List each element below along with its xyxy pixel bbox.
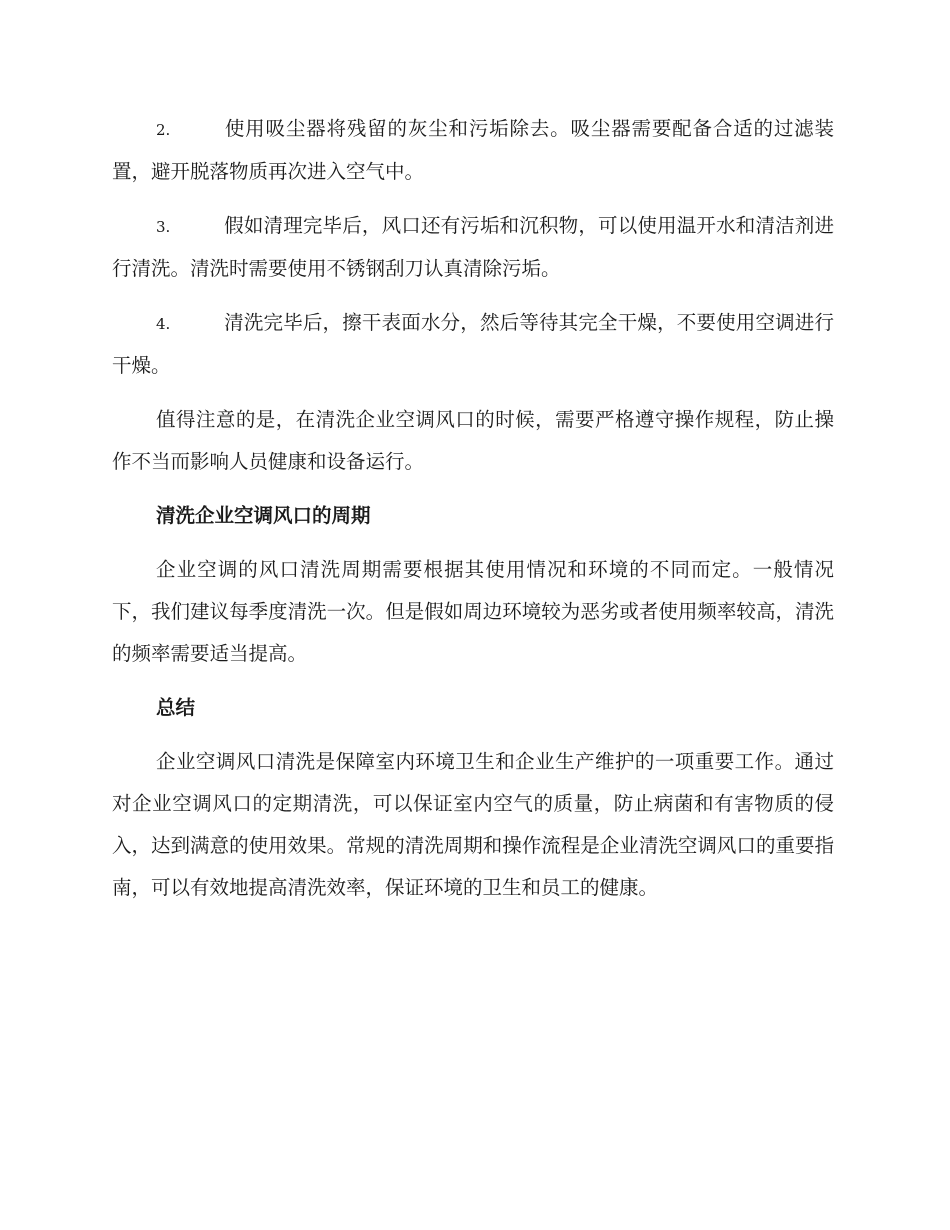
list-item-number: 3.: [156, 218, 171, 236]
list-item-text: 清洗完毕后，擦干表面水分，然后等待其完全干燥，不要使用空调进行干燥。: [112, 311, 834, 377]
summary-paragraph: 企业空调风口清洗是保障室内环境卫生和企业生产维护的一项重要工作。通过对企业空调风口的定期清洗，可以保证室内空气的质量，防止病菌和有害物质的侵入，达到满意的使用效果。常规的清洗周期和操作流程是企业清洗空调风口的重要指南，可以有效地提高清洗效率，保证环境的卫生和员工的健康。: [112, 750, 834, 899]
section-heading-summary: 总结: [156, 696, 196, 719]
list-item: [112, 108, 834, 193]
list-item-text: 假如清理完毕后，风口还有污垢和沉积物，可以使用温开水和清洁剂进行清洗。清洗时需要使用不锈钢刮刀认真清除污垢。: [112, 214, 834, 280]
list-item-number: 2.: [156, 121, 171, 139]
note-paragraph: 值得注意的是，在清洗企业空调风口的时候，需要严格遵守操作规程，防止操作不当而影响人员健康和设备运行。: [112, 408, 834, 473]
list-item: [112, 302, 834, 387]
section-heading-cleaning-cycle: 清洗企业空调风口的周期: [156, 504, 371, 527]
list-item-text: 使用吸尘器将残留的灰尘和污垢除去。吸尘器需要配备合适的过滤装置，避开脱落物质再次进入空气中。: [112, 117, 834, 183]
document-page: [112, 108, 834, 921]
list-item-number: 4.: [156, 315, 171, 333]
cleaning-cycle-paragraph: 企业空调的风口清洗周期需要根据其使用情况和环境的不同而定。一般情况下，我们建议每季度清洗一次。但是假如周边环境较为恶劣或者使用频率较高，清洗的频率需要适当提高。: [112, 558, 834, 665]
list-item: [112, 205, 834, 290]
